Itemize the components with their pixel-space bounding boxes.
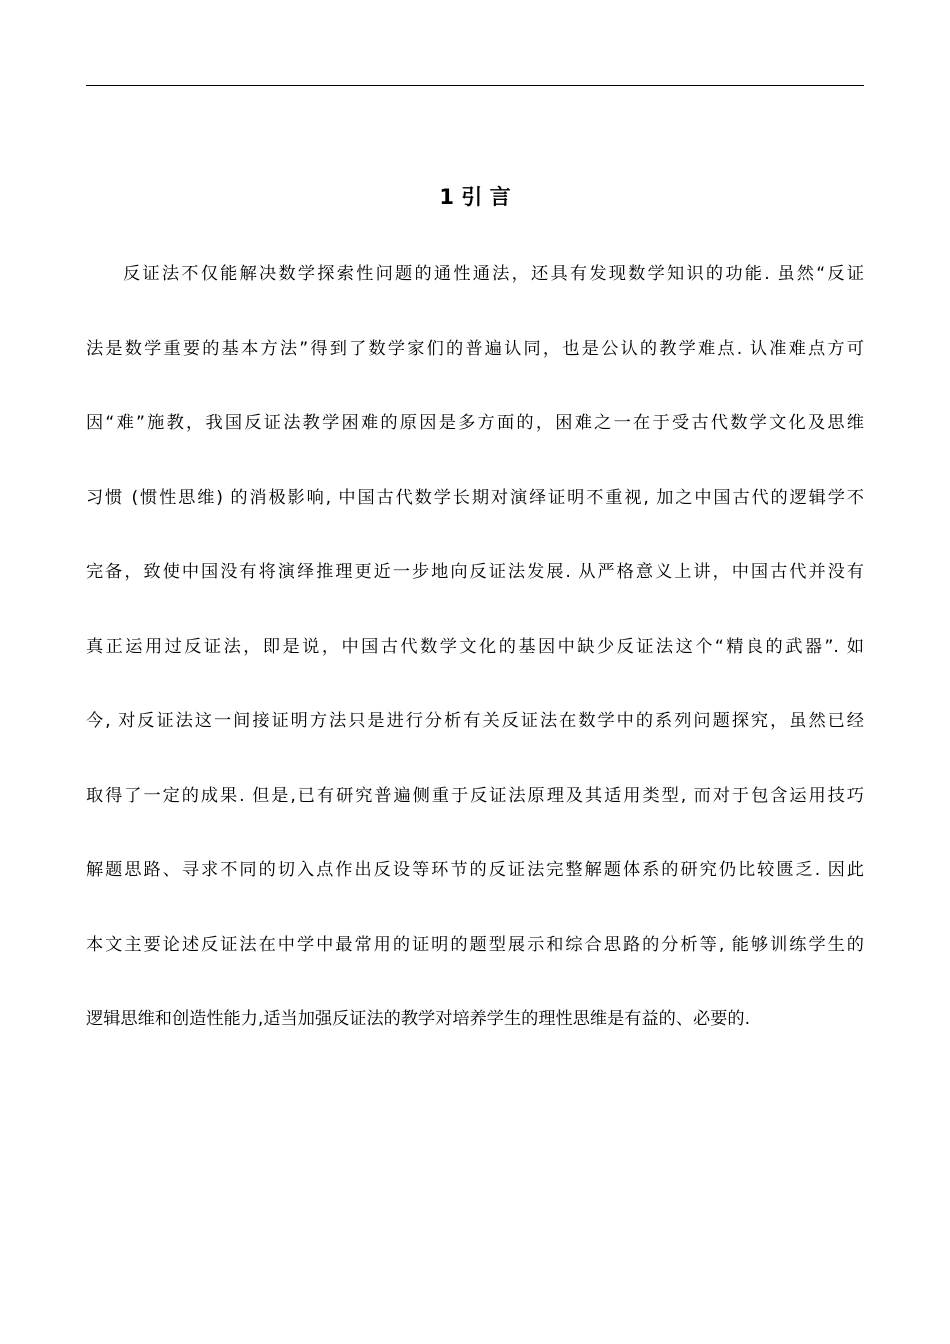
paragraph-line: 本文主要论述反证法在中学中最常用的证明的题型展示和综合思路的分析等, 能够训练学生的 <box>86 934 864 955</box>
paragraph-line: 真正运用过反证法，即是说，中国古代数学文化的基因中缺少反证法这个“精良的武器”. 如 <box>86 636 864 657</box>
paragraph-line: 逻辑思维和创造性能力,适当加强反证法的教学对培养学生的理性思维是有益的、必要的. <box>86 1009 751 1029</box>
paragraph-line: 因“难”施教，我国反证法教学困难的原因是多方面的，困难之一在于受古代数学文化及思维 <box>86 413 864 433</box>
section-title: 1 引 言 <box>439 185 511 209</box>
paragraph-line: 取得了一定的成果. 但是,已有研究普遍侧重于反证法原理及其适用类型, 而对于包含运用技巧 <box>86 785 864 806</box>
paragraph-line: 解题思路、寻求不同的切入点作出反设等环节的反证法完整解题体系的研究仍比较匮乏. 因此 <box>86 860 864 880</box>
paragraph-line: 法是数学重要的基本方法”得到了数学家们的普遍认同，也是公认的教学难点. 认准难点方可 <box>86 338 864 359</box>
paragraph-line: 完备，致使中国没有将演绎推理更近一步地向反证法发展. 从严格意义上讲，中国古代并没有 <box>86 562 864 582</box>
paragraph-line: 反证法不仅能解决数学探索性问题的通性通法，还具有发现数学知识的功能. 虽然“反证 <box>123 264 864 284</box>
header-rule <box>86 85 864 86</box>
paragraph-line: 习惯 (惯性思维) 的消极影响, 中国古代数学长期对演绎证明不重视, 加之中国古代的逻辑学不 <box>86 487 864 508</box>
paragraph-line: 今, 对反证法这一间接证明方法只是进行分析有关反证法在数学中的系列问题探究，虽然已经 <box>86 711 864 731</box>
body-paragraph <box>86 259 864 1079</box>
